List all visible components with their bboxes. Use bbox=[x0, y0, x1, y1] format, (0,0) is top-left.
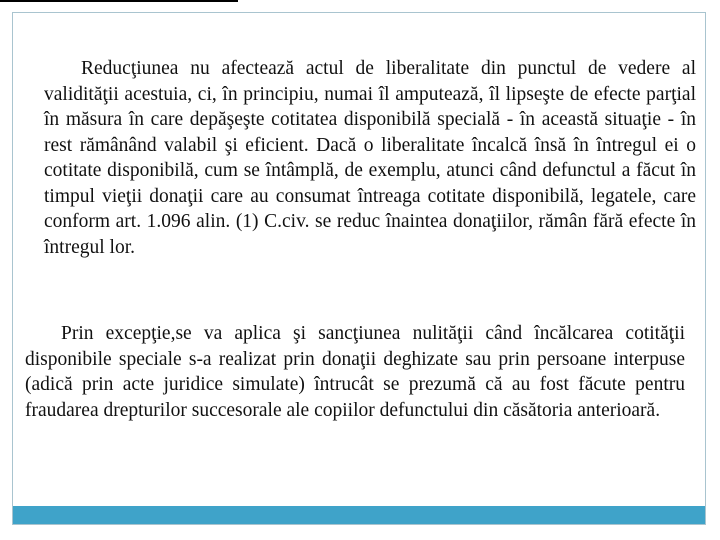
paragraph-exceptie bbox=[25, 321, 685, 423]
paragraph-text: Prin excepţie,se va aplica şi sancţiunea nulităţii când încălcarea cotităţii disponibile speciale s-a realizat prin donaţii deghizate sau prin persoane interpuse (adică prin acte juridice simulate) întrucât se prezumă că au fost făcute pentru fraudarea drepturilor succesorale ale copiilor defunctului din căsătoria anterioară. bbox=[25, 323, 685, 421]
top-rule-line bbox=[0, 0, 238, 2]
paragraph-text: Reducţiunea nu afectează actul de liberalitate din punctul de vedere al validităţii acestuia, ci, în principiu, numai îl amputează, îl lipseşte de efecte parţial în măsura în care depăşeşte cotitatea disponibilă specială - în această situaţie - în rest rămânând valabil şi eficient. Dacă o liberalitate încalcă însă în întregul ei o cotitate disponibilă, cum se întâmplă, de exemplu, atunci când defunctul a făcut în timpul vieţii donaţii care au consumat întreaga cotitate disponibilă, legatele, care conform art. 1.096 alin. (1) C.civ. se reduc înaintea donaţiilor, rămân fără efecte în întregul lor. bbox=[44, 58, 696, 258]
paragraph-reductiune bbox=[44, 56, 696, 260]
bottom-accent-bar bbox=[13, 506, 705, 524]
